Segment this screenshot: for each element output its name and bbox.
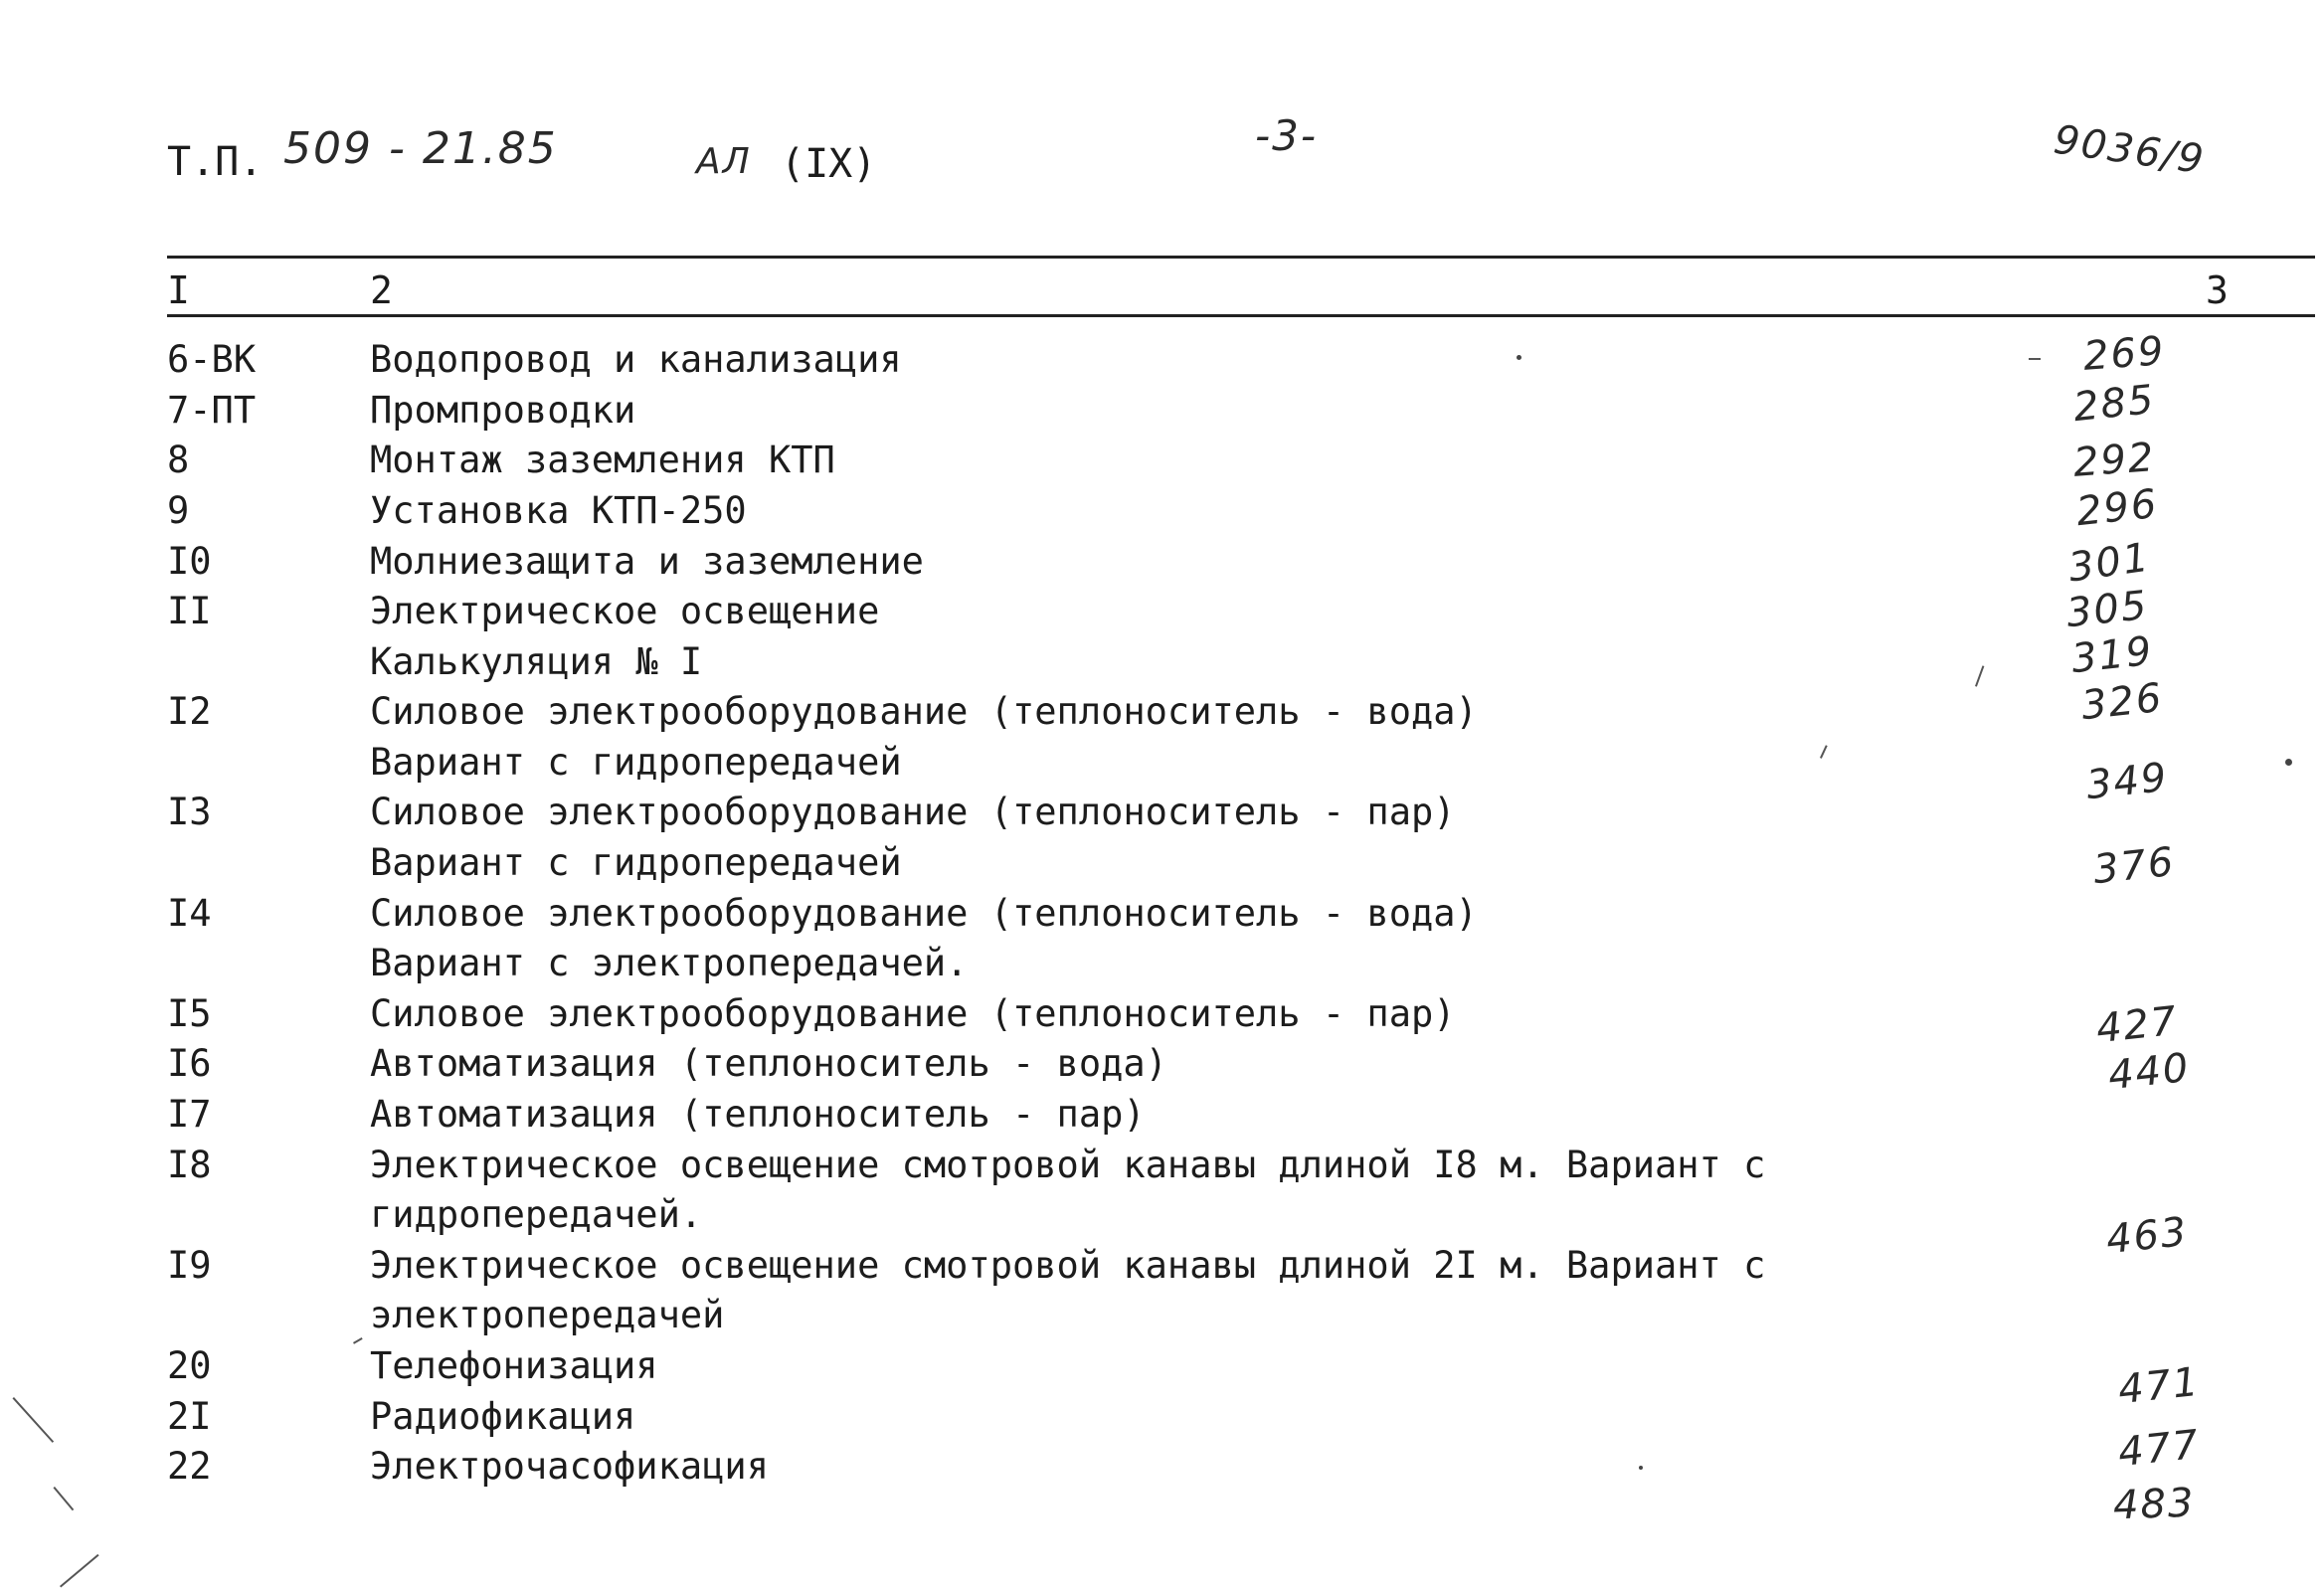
row-section-number: I5 bbox=[167, 992, 212, 1035]
album-mark: АЛ bbox=[696, 141, 752, 182]
page-ref: 427 bbox=[2093, 997, 2181, 1053]
column-2-header: 2 bbox=[370, 268, 393, 312]
row-section-number: I4 bbox=[167, 892, 212, 935]
row-title: электропередачей bbox=[370, 1294, 725, 1336]
scan-mark bbox=[53, 1487, 74, 1510]
scan-speck bbox=[2285, 759, 2292, 766]
header-rule bbox=[167, 314, 2315, 317]
row-title: Калькуляция № I bbox=[370, 640, 703, 683]
column-1-header: I bbox=[167, 268, 190, 312]
page-number: -3- bbox=[1255, 111, 1319, 160]
row-section-number: I6 bbox=[167, 1042, 212, 1085]
page-ref: 349 bbox=[2083, 754, 2171, 809]
page-ref: 296 bbox=[2073, 480, 2161, 536]
row-section-number: 8 bbox=[167, 439, 190, 481]
row-section-number: II bbox=[167, 590, 212, 632]
row-title: Силовое электрооборудование (теплоноситель - пар) bbox=[370, 791, 1456, 833]
row-title: Автоматизация (теплоноситель - пар) bbox=[370, 1093, 1146, 1136]
row-section-number: 22 bbox=[167, 1445, 212, 1488]
row-title: Телефонизация bbox=[370, 1344, 658, 1387]
row-section-number: I7 bbox=[167, 1093, 212, 1136]
row-title: Промпроводки bbox=[370, 389, 636, 432]
row-title: Монтаж заземления КТП bbox=[370, 439, 835, 481]
page-ref: 319 bbox=[2068, 627, 2156, 683]
page-ref: 301 bbox=[2065, 534, 2154, 592]
scan-mark bbox=[1820, 745, 1828, 759]
top-rule bbox=[167, 256, 2315, 259]
column-3-header: 3 bbox=[2206, 268, 2229, 312]
scan-mark bbox=[13, 1397, 55, 1443]
row-section-number: I0 bbox=[167, 540, 212, 583]
page-ref: 292 bbox=[2071, 435, 2157, 486]
row-title: Молниезащита и заземление bbox=[370, 540, 924, 583]
page-ref: 483 bbox=[2112, 1480, 2197, 1529]
row-title: Электрическое освещение смотровой канавы длиной 2I м. Вариант с bbox=[370, 1244, 1766, 1287]
row-section-number: I9 bbox=[167, 1244, 212, 1287]
row-section-number: I3 bbox=[167, 791, 212, 833]
row-title: Вариант с гидропередачей bbox=[370, 841, 902, 884]
row-title: Силовое электрооборудование (теплоноситель - вода) bbox=[370, 892, 1478, 935]
page-ref: 463 bbox=[2103, 1208, 2191, 1264]
tp-number: 509 - 21.85 bbox=[283, 123, 558, 174]
row-title: Вариант с гидропередачей bbox=[370, 741, 902, 784]
scan-speck bbox=[1517, 355, 1521, 360]
scan-mark bbox=[1975, 665, 1984, 686]
page-ref: 269 bbox=[2081, 328, 2167, 380]
scan-mark bbox=[60, 1554, 99, 1588]
row-title: Установка КТП-250 bbox=[370, 489, 747, 532]
row-title: Электрическое освещение bbox=[370, 590, 880, 632]
scan-mark bbox=[353, 1337, 363, 1344]
row-title: Силовое электрооборудование (теплоноситель - пар) bbox=[370, 992, 1456, 1035]
row-title: Электрическое освещение смотровой канавы длиной I8 м. Вариант с bbox=[370, 1144, 1766, 1186]
page-ref: 305 bbox=[2063, 582, 2151, 637]
album-roman: (IX) bbox=[781, 141, 877, 187]
row-section-number: 9 bbox=[167, 489, 190, 532]
row-title: Силовое электрооборудование (теплоноситель - вода) bbox=[370, 690, 1478, 733]
inventory-number: 9036/9 bbox=[2051, 116, 2209, 184]
page-ref: 285 bbox=[2070, 376, 2158, 432]
page-ref: 326 bbox=[2078, 674, 2166, 730]
scan-speck bbox=[1639, 1466, 1643, 1470]
row-title: Автоматизация (теплоноситель - вода) bbox=[370, 1042, 1167, 1085]
page-ref: 440 bbox=[2105, 1044, 2193, 1100]
tp-label: Т.П. bbox=[167, 139, 264, 185]
row-section-number: 2I bbox=[167, 1395, 212, 1438]
row-title: Вариант с электропередачей. bbox=[370, 942, 969, 984]
row-title: Электрочасофикация bbox=[370, 1445, 769, 1488]
row-section-number: I2 bbox=[167, 690, 212, 733]
row-section-number: 20 bbox=[167, 1344, 212, 1387]
row-section-number: I8 bbox=[167, 1144, 212, 1186]
row-section-number: 7-ПТ bbox=[167, 389, 257, 432]
page-ref: 477 bbox=[2115, 1421, 2203, 1477]
scan-mark bbox=[2029, 358, 2041, 360]
page-ref: 471 bbox=[2115, 1358, 2203, 1414]
page-ref: 376 bbox=[2090, 838, 2178, 894]
row-section-number: 6-ВК bbox=[167, 338, 257, 381]
row-title: Радиофикация bbox=[370, 1395, 636, 1438]
row-title: гидропередачей. bbox=[370, 1193, 703, 1236]
row-title: Водопровод и канализация bbox=[370, 338, 902, 381]
